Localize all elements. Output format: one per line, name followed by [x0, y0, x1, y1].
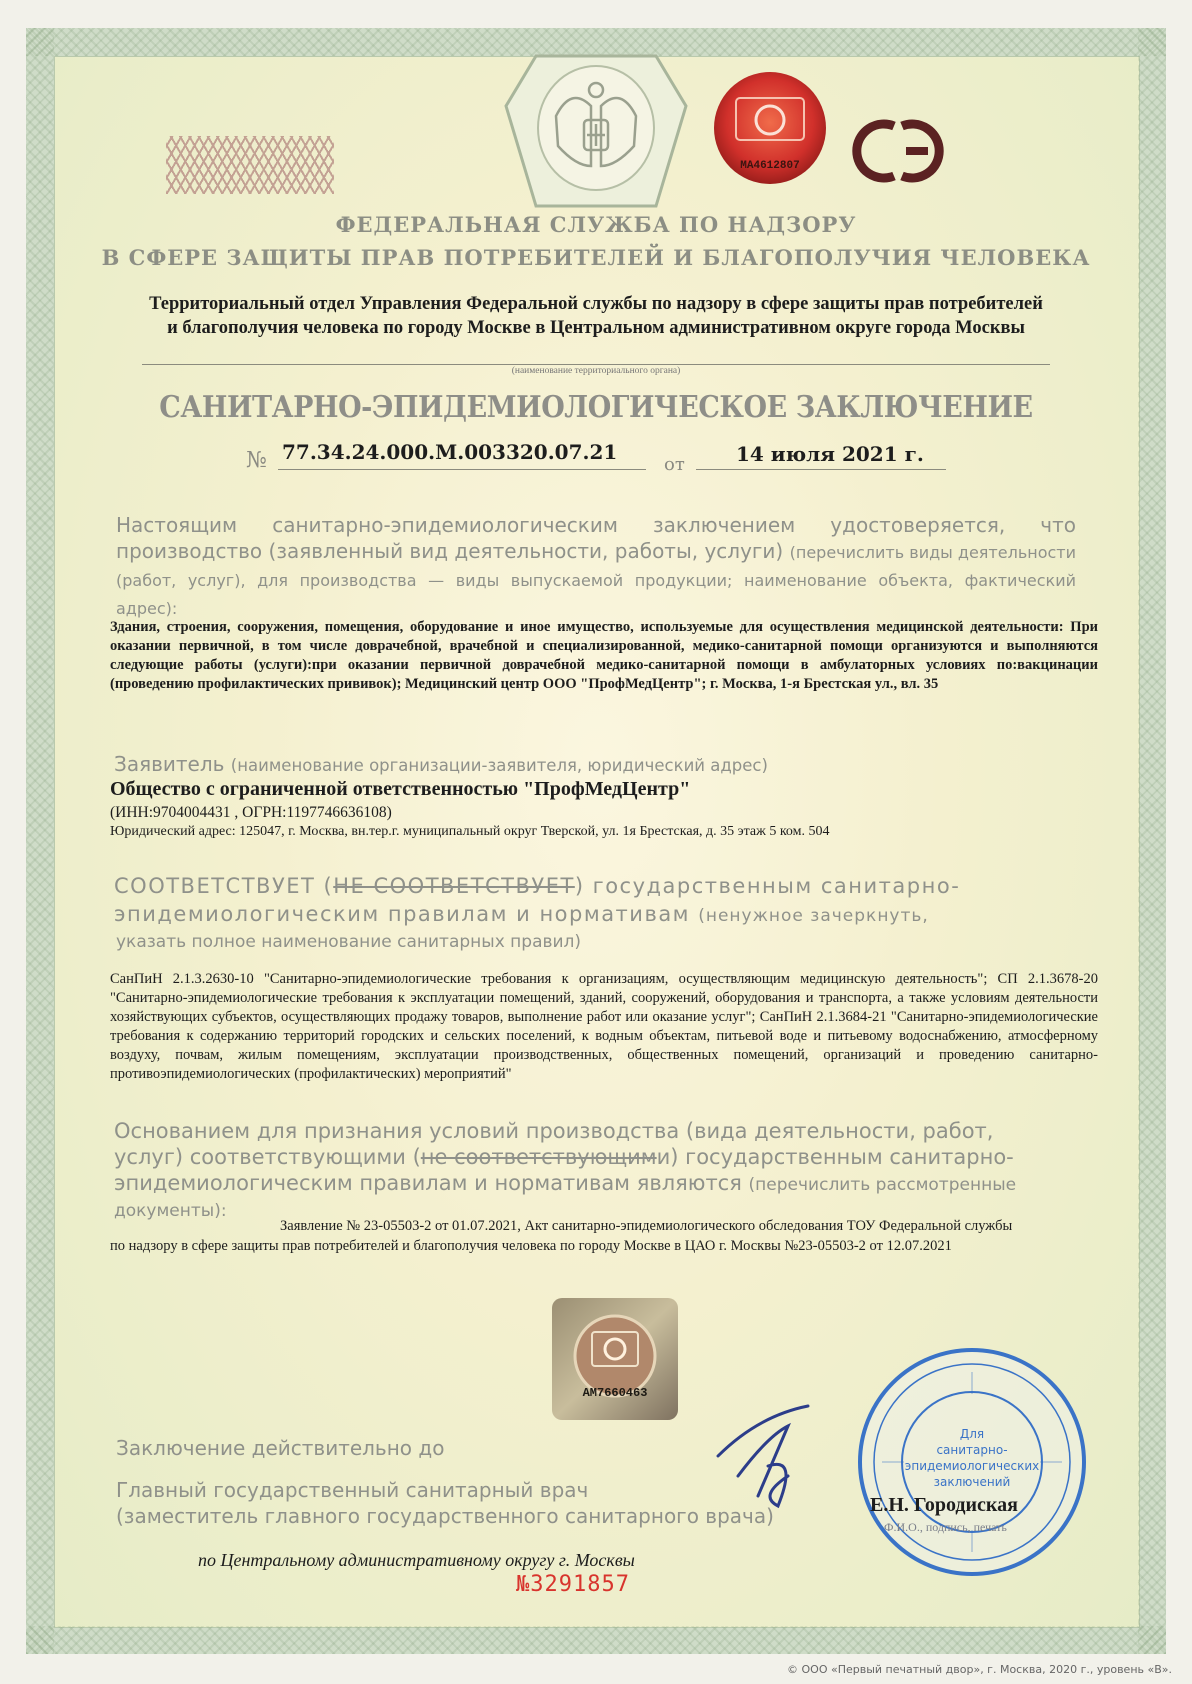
document-date: 14 июля 2021 г. [736, 442, 924, 466]
compliance-struck: НЕ СООТВЕТСТВУЕТ [333, 874, 575, 898]
compliance-line1 [114, 874, 1074, 898]
agency-name-line1: ФЕДЕРАЛЬНАЯ СЛУЖБА ПО НАДЗОРУ [335, 212, 857, 237]
territorial-body-line1: Территориальный отдел Управления Федеральной службы по надзору в сфере защиты прав потребителей [149, 294, 1043, 314]
intro-hint-text: (перечислить виды деятельности (работ, услуг), для производства — виды выпускаемой продукции; наименование объекта, фактический адрес): [116, 543, 1077, 618]
svg-text:санитарно-: санитарно- [936, 1443, 1008, 1457]
date-label: от [664, 454, 685, 475]
document-title: САНИТАРНО-ЭПИДЕМИОЛОГИЧЕСКОЕ ЗАКЛЮЧЕНИЕ [159, 390, 1033, 425]
applicant-hint: (наименование организации-заявителя, юридический адрес) [230, 756, 768, 775]
valid-until-label: Заключение действительно до [116, 1436, 445, 1460]
territorial-body-rule [142, 364, 1050, 365]
ornament-pattern [166, 136, 334, 194]
hologram-bottom [550, 1296, 680, 1422]
intro-main-text: Настоящим санитарно-эпидемиологическим заключением удостоверяется, что производство (заявленный вид деятельности, работы, услуги) [116, 513, 1076, 563]
applicant-label: Заявитель [114, 752, 225, 776]
basis-documents-line1: Заявление № 23-05503-2 от 01.07.2021, Акт санитарно-эпидемиологического обследования ТОУ Федеральной службы [280, 1218, 1013, 1234]
applicant-heading [114, 752, 768, 776]
certification-mark-icon [846, 116, 956, 186]
compliance-open-paren: ( [323, 874, 334, 898]
basis-line3-text: эпидемиологическим правилам и нормативам являются [114, 1171, 742, 1195]
compliance-rest: ) государственным санитарно- [574, 874, 961, 898]
applicant-ids: (ИНН:9704004431 , ОГРН:1197746636108) [110, 804, 392, 821]
compliance-rules-text: эпидемиологическим правилам и нормативам [114, 902, 691, 926]
basis-paragraph [114, 1118, 1074, 1224]
svg-text:заключений: заключений [933, 1475, 1011, 1489]
compliance-line2 [114, 902, 1084, 926]
frame-right [1138, 28, 1166, 1654]
svg-text:эпидемиологических: эпидемиологических [904, 1459, 1040, 1473]
applicant-name: Общество с ограниченной ответственностью "ПрофМедЦентр" [110, 778, 691, 800]
document-number: 77.34.24.000.М.003320.07.21 [282, 440, 618, 464]
emblem-shield [496, 46, 696, 216]
date-rule [696, 469, 946, 470]
hologram-top [710, 68, 830, 188]
basis-line3-hint: (перечислить рассмотренные [748, 1175, 1017, 1195]
chief-doctor-line2: (заместитель главного государственного санитарного врача) [116, 1504, 774, 1528]
hologram-bottom-code: AM7660463 [582, 1386, 648, 1400]
activity-description: Здания, строения, сооружения, помещения, оборудование и иное имущество, используемые для осуществления медицинской деятельности: При оказании первичной, в том числе доврачебной, врачебной и специализированной, медико-санитарной помощи организуются и выполняются следующие работы (услуги):при оказании первичной доврачебной медико-санитарной помощи в амбулаторных условиях по:вакцинации (проведению профилактических прививок); Медицинский центр ООО "ПрофМедЦентр"; г. Москва, 1-я Брестская ул., вл. 35 [110, 619, 1098, 692]
basis-line1: Основанием для признания условий производства (вида деятельности, работ, [114, 1119, 994, 1143]
svg-text:Для: Для [959, 1427, 985, 1441]
signer-name: Е.Н. Городиская [870, 1494, 1018, 1516]
number-label: № [246, 448, 267, 473]
signature-caption: Ф.И.О., подпись, печать [884, 1520, 1007, 1534]
compliance-hint: (ненужное зачеркнуть, [698, 906, 929, 926]
handwritten-signature [698, 1396, 828, 1516]
compliance-line3: указать полное наименование санитарных правил) [116, 932, 582, 952]
agency-name-line2: В СФЕРЕ ЗАЩИТЫ ПРАВ ПОТРЕБИТЕЛЕЙ И БЛАГОПОЛУЧИЯ ЧЕЛОВЕКА [101, 245, 1091, 270]
number-rule [278, 469, 646, 470]
printer-footer: © ООО «Первый печатный двор», г. Москва, 2020 г., уровень «В». [787, 1663, 1172, 1676]
official-stamp [852, 1342, 1092, 1582]
basis-line2 [114, 1144, 1074, 1170]
hologram-top-code: MA4612807 [740, 160, 800, 172]
sanitary-rules-list: СанПиН 2.1.3.2630-10 "Санитарно-эпидемиологические требования к организациям, осуществляющим медицинскую деятельность"; СП 2.1.3678-20 "Санитарно-эпидемиологические требования к эксплуатации помещений, зданий, сооружений, оборудования и транспорта, а также условиям деятельности хозяйствующих субъектов, осуществляющих продажу товаров, выполнение работ или оказание услуг"; СанПиН 2.1.3684-21 "Санитарно-эпидемиологические требования к содержанию территорий городских и сельских поселений, к водным объектам, питьевой воде и питьевому водоснабжению, атмосферному воздуху, почвам, жилым помещениям, эксплуатации производственных, общественных помещений, организаций и проведению санитарно-противоэпидемиологических (профилактических) мероприятий" [110, 971, 1098, 1082]
frame-left [26, 28, 54, 1654]
territorial-body-caption: (наименование территориального органа) [511, 366, 681, 376]
compliance-word: СООТВЕТСТВУЕТ [114, 874, 316, 898]
basis-line4: документы): [114, 1201, 227, 1221]
frame-bottom [26, 1626, 1166, 1654]
basis-line2-struck: не соответствующим [420, 1145, 657, 1169]
intro-paragraph [116, 512, 1076, 622]
basis-line3 [114, 1170, 1074, 1198]
basis-documents-line2: по надзору в сфере защиты прав потребителей и благополучия человека по городу Москве в ЦАО г. Москвы №23-05503-2 от 12.07.2021 [110, 1238, 952, 1254]
territorial-body-line2: и благополучия человека по городу Москве в Центральном административном округе города Москвы [167, 318, 1025, 338]
serial-number: №3291857 [516, 1572, 630, 1597]
basis-line2-b: и) государственным санитарно- [656, 1145, 1014, 1169]
applicant-address: Юридический адрес: 125047, г. Москва, вн.тер.г. муниципальный округ Тверской, ул. 1я Брестская, д. 35 этаж 5 ком. 504 [110, 824, 830, 839]
chief-doctor-line1: Главный государственный санитарный врач [116, 1478, 589, 1502]
basis-line2-a: услуг) соответствующими ( [114, 1145, 421, 1169]
district-name: по Центральному административному округу г. Москвы [198, 1550, 635, 1570]
